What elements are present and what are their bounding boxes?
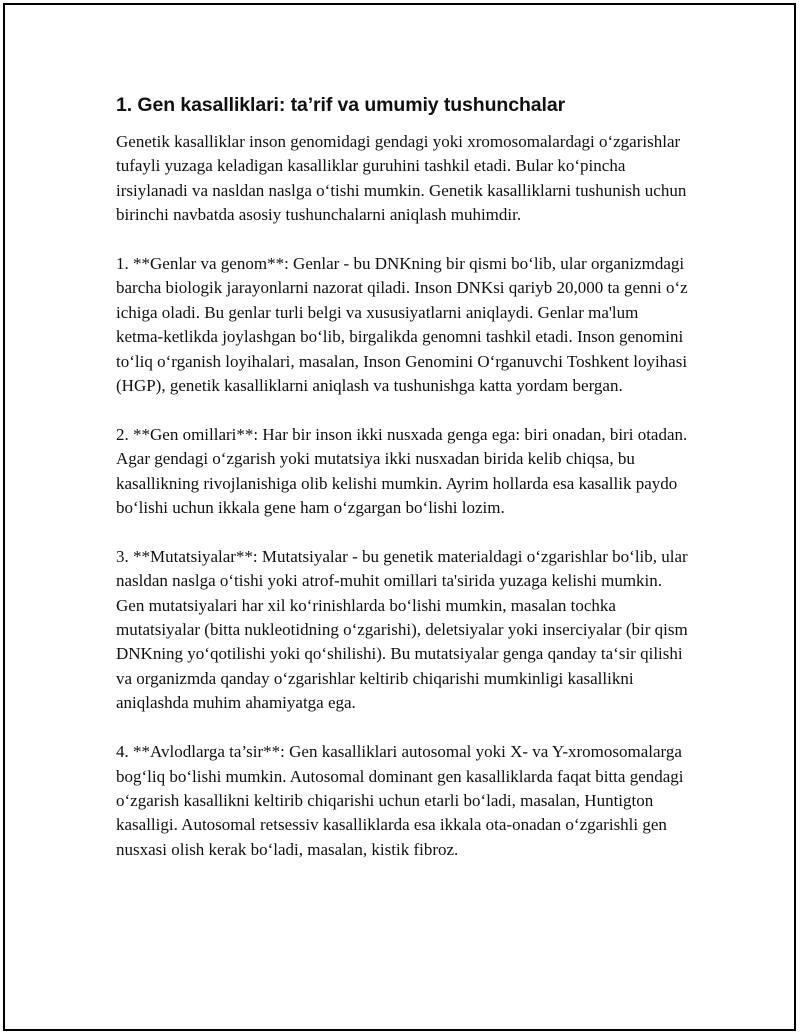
paragraph-genes-and-genome: 1. **Genlar va genom**: Genlar - bu DNKning bir qismi bo‘lib, ular organizmdagi barcha biologik jarayonlarni nazorat qiladi. Inson DNKsi qariyb 20,000 ta genni o‘z ichiga oladi. Bu genlar turli belgi va xususiyatlarni aniqlaydi. Genlar ma'lum ketma-ketlikda joylashgan bo‘lib, birgalikda genomni tashkil etadi. Inson genomini to‘liq o‘rganish loyihalari, masalan, Inson Genomini O‘rganuvchi Toshkent loyihasi (HGP), genetik kasalliklarni aniqlash va tushunishga katta yordam bergan. (116, 254, 688, 396)
section-title: 1. Gen kasalliklari: ta’rif va umumiy tushunchalar (116, 94, 566, 116)
paragraph-mutations: 3. **Mutatsiyalar**: Mutatsiyalar - bu genetik materialdagi o‘zgarishlar bo‘lib, ular nasldan naslga o‘tishi yoki atrof-muhit omillari ta'sirida yuzaga kelishi mumkin. Gen mutatsiyalari har xil ko‘rinishlarda bo‘lishi mumkin, masalan tochka mutatsiyalar (bitta nukleotidning o‘zgarishi), deletsiyalar yoki inserciyalar (bir qism DNKning yo‘qotilishi yoki qo‘shilishi). Bu mutatsiyalar genga qanday ta‘sir qilishi va organizmda qanday o‘zgarishlar keltirib chiqarishi mumkinligi kasallikni aniqlashda muhim ahamiyatga ega. (116, 546, 688, 713)
document-body (116, 92, 688, 887)
intro-paragraph: Genetik kasalliklar inson genomidagi gendagi yoki xromosomalardagi o‘zgarishlar tufayli yuzaga keladigan kasalliklar guruhini tashkil etadi. Bular ko‘pincha irsiylanadi va nasldan naslga o‘tishi mumkin. Genetik kasalliklarni tushunish uchun birinchi navbatda asosiy tushunchalarni aniqlash muhimdir. (116, 132, 687, 225)
paragraph-inheritance: 4. **Avlodlarga ta’sir**: Gen kasalliklari autosomal yoki X- va Y-xromosomalarga bog‘liq bo‘lishi mumkin. Autosomal dominant gen kasalliklarda faqat bitta gendagi o‘zgarish kasallikni keltirib chiqarishi uchun etarli bo‘ladi, masalan, Huntigton kasalligi. Autosomal retsessiv kasalliklarda esa ikkala ota-onadan o‘zgarishli gen nusxasi olish kerak bo‘ladi, masalan, kistik fibroz. (116, 742, 684, 859)
paragraph-gene-factors: 2. **Gen omillari**: Har bir inson ikki nusxada genga ega: biri onadan, biri otadan. Agar gendagi o‘zgarish yoki mutatsiya ikki nusxadan birida kelib chiqsa, bu kasallikning rivojlanishiga olib kelishi mumkin. Ayrim hollarda esa kasallik paydo bo‘lishi uchun ikkala gene ham o‘zgargan bo‘lishi lozim. (116, 424, 688, 518)
